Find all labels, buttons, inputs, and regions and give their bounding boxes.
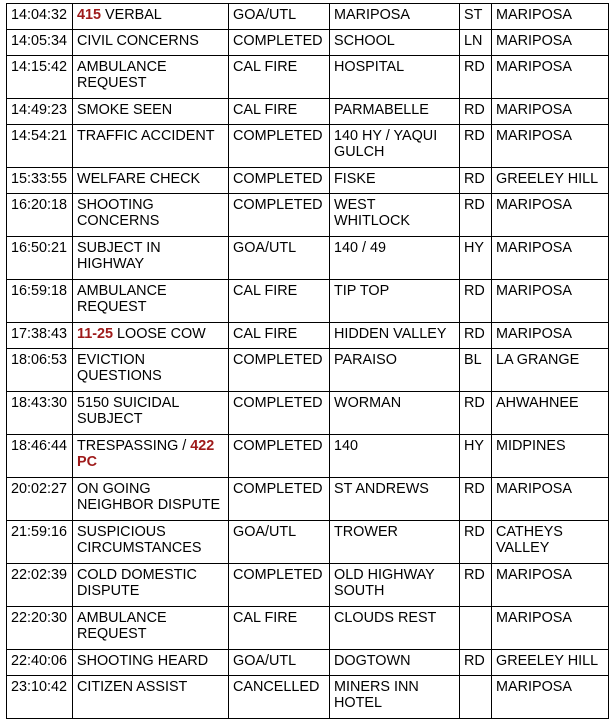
call-location: HOSPITAL xyxy=(330,56,460,99)
call-city: MARIPOSA xyxy=(492,237,609,280)
call-disposition: GOA/UTL xyxy=(229,4,330,30)
call-city: MARIPOSA xyxy=(492,280,609,323)
call-city: MIDPINES xyxy=(492,435,609,478)
call-type xyxy=(73,564,229,607)
table-row xyxy=(7,564,609,607)
street-suffix: RD xyxy=(460,478,492,521)
call-location: WEST WHITLOCK xyxy=(330,194,460,237)
call-type-text: SMOKE SEEN xyxy=(77,102,173,118)
call-time: 14:05:34 xyxy=(7,30,73,56)
table-row xyxy=(7,478,609,521)
call-type-text: SHOOTING CONCERNS xyxy=(77,197,160,229)
call-city: MARIPOSA xyxy=(492,30,609,56)
call-location: 140 HY / YAQUI GULCH xyxy=(330,125,460,168)
call-type-text: SHOOTING HEARD xyxy=(77,653,209,669)
call-disposition: COMPLETED xyxy=(229,168,330,194)
call-type-text: WELFARE CHECK xyxy=(77,171,201,187)
call-type xyxy=(73,125,229,168)
call-location: WORMAN xyxy=(330,392,460,435)
call-city: MARIPOSA xyxy=(492,99,609,125)
street-suffix: RD xyxy=(460,564,492,607)
call-disposition: CAL FIRE xyxy=(229,56,330,99)
call-disposition: GOA/UTL xyxy=(229,237,330,280)
street-suffix: HY xyxy=(460,237,492,280)
call-disposition: COMPLETED xyxy=(229,194,330,237)
call-type-text: VERBAL xyxy=(101,7,162,23)
table-row xyxy=(7,237,609,280)
call-disposition: COMPLETED xyxy=(229,30,330,56)
call-time: 16:59:18 xyxy=(7,280,73,323)
street-suffix: RD xyxy=(460,56,492,99)
call-type xyxy=(73,280,229,323)
street-suffix xyxy=(460,607,492,650)
call-type-text: AMBULANCE REQUEST xyxy=(77,59,167,91)
call-location: OLD HIGHWAY SOUTH xyxy=(330,564,460,607)
call-type-text: CITIZEN ASSIST xyxy=(77,679,188,695)
table-row xyxy=(7,56,609,99)
call-disposition: COMPLETED xyxy=(229,564,330,607)
street-suffix: RD xyxy=(460,280,492,323)
call-location: HIDDEN VALLEY xyxy=(330,323,460,349)
call-location: 140 xyxy=(330,435,460,478)
call-log-body xyxy=(7,4,609,719)
call-location: TROWER xyxy=(330,521,460,564)
call-type-text: TRAFFIC ACCIDENT xyxy=(77,128,215,144)
call-time: 22:40:06 xyxy=(7,650,73,676)
call-code: 422 PC xyxy=(77,438,215,470)
call-disposition: CAL FIRE xyxy=(229,607,330,650)
call-city: MARIPOSA xyxy=(492,56,609,99)
call-time: 16:50:21 xyxy=(7,237,73,280)
call-type-text: 5150 SUICIDAL SUBJECT xyxy=(77,395,179,427)
call-type xyxy=(73,650,229,676)
call-time: 18:43:30 xyxy=(7,392,73,435)
call-disposition: CAL FIRE xyxy=(229,99,330,125)
call-location: PARMABELLE xyxy=(330,99,460,125)
call-type xyxy=(73,99,229,125)
call-time: 18:06:53 xyxy=(7,349,73,392)
call-log-table xyxy=(6,3,609,719)
call-type xyxy=(73,237,229,280)
street-suffix: RD xyxy=(460,168,492,194)
call-type xyxy=(73,676,229,719)
street-suffix xyxy=(460,676,492,719)
call-time: 22:20:30 xyxy=(7,607,73,650)
call-time: 15:33:55 xyxy=(7,168,73,194)
call-location: SCHOOL xyxy=(330,30,460,56)
call-code: 415 xyxy=(77,7,102,23)
table-row xyxy=(7,676,609,719)
call-type-text: COLD DOMESTIC DISPUTE xyxy=(77,567,197,599)
call-city: MARIPOSA xyxy=(492,564,609,607)
call-type xyxy=(73,4,229,30)
call-city: AHWAHNEE xyxy=(492,392,609,435)
call-disposition: COMPLETED xyxy=(229,125,330,168)
table-row xyxy=(7,607,609,650)
call-location: FISKE xyxy=(330,168,460,194)
call-type-text: AMBULANCE REQUEST xyxy=(77,610,167,642)
call-city: MARIPOSA xyxy=(492,194,609,237)
table-row xyxy=(7,280,609,323)
table-row xyxy=(7,435,609,478)
call-location: MARIPOSA xyxy=(330,4,460,30)
call-disposition: GOA/UTL xyxy=(229,650,330,676)
call-disposition: CAL FIRE xyxy=(229,280,330,323)
call-location: TIP TOP xyxy=(330,280,460,323)
call-type-text: AMBULANCE REQUEST xyxy=(77,283,167,315)
call-type-text: EVICTION QUESTIONS xyxy=(77,352,162,384)
call-city: MARIPOSA xyxy=(492,478,609,521)
call-disposition: COMPLETED xyxy=(229,392,330,435)
table-row xyxy=(7,521,609,564)
call-type xyxy=(73,56,229,99)
call-type-text: SUBJECT IN HIGHWAY xyxy=(77,240,161,272)
call-type-text: TRESPASSING / xyxy=(77,438,191,454)
call-location: ST ANDREWS xyxy=(330,478,460,521)
street-suffix: HY xyxy=(460,435,492,478)
call-type xyxy=(73,435,229,478)
table-row xyxy=(7,650,609,676)
call-location: MINERS INN HOTEL xyxy=(330,676,460,719)
call-time: 14:49:23 xyxy=(7,99,73,125)
street-suffix: RD xyxy=(460,521,492,564)
call-type xyxy=(73,194,229,237)
call-type-text: SUSPICIOUS CIRCUMSTANCES xyxy=(77,524,202,556)
street-suffix: RD xyxy=(460,125,492,168)
call-city: MARIPOSA xyxy=(492,323,609,349)
call-city: MARIPOSA xyxy=(492,676,609,719)
call-disposition: GOA/UTL xyxy=(229,521,330,564)
call-time: 18:46:44 xyxy=(7,435,73,478)
call-type xyxy=(73,478,229,521)
call-type xyxy=(73,323,229,349)
call-type xyxy=(73,607,229,650)
call-type xyxy=(73,30,229,56)
call-time: 20:02:27 xyxy=(7,478,73,521)
street-suffix: RD xyxy=(460,323,492,349)
call-time: 14:54:21 xyxy=(7,125,73,168)
street-suffix: RD xyxy=(460,650,492,676)
table-row xyxy=(7,125,609,168)
call-location: 140 / 49 xyxy=(330,237,460,280)
call-time: 14:04:32 xyxy=(7,4,73,30)
call-disposition: CAL FIRE xyxy=(229,323,330,349)
call-disposition: CANCELLED xyxy=(229,676,330,719)
call-disposition: COMPLETED xyxy=(229,435,330,478)
table-row xyxy=(7,30,609,56)
call-code: 11-25 xyxy=(77,326,114,342)
table-row xyxy=(7,194,609,237)
call-type xyxy=(73,392,229,435)
call-city: GREELEY HILL xyxy=(492,168,609,194)
call-type xyxy=(73,168,229,194)
table-row xyxy=(7,4,609,30)
street-suffix: BL xyxy=(460,349,492,392)
table-row xyxy=(7,99,609,125)
call-city: CATHEYS VALLEY xyxy=(492,521,609,564)
call-time: 14:15:42 xyxy=(7,56,73,99)
street-suffix: RD xyxy=(460,99,492,125)
call-type xyxy=(73,349,229,392)
street-suffix: LN xyxy=(460,30,492,56)
call-type-text: CIVIL CONCERNS xyxy=(77,33,199,49)
call-location: DOGTOWN xyxy=(330,650,460,676)
call-city: MARIPOSA xyxy=(492,607,609,650)
call-city: LA GRANGE xyxy=(492,349,609,392)
call-city: MARIPOSA xyxy=(492,125,609,168)
call-time: 16:20:18 xyxy=(7,194,73,237)
table-row xyxy=(7,349,609,392)
call-type-text: ON GOING NEIGHBOR DISPUTE xyxy=(77,481,221,513)
call-time: 21:59:16 xyxy=(7,521,73,564)
call-disposition: COMPLETED xyxy=(229,478,330,521)
call-city: GREELEY HILL xyxy=(492,650,609,676)
call-location: CLOUDS REST xyxy=(330,607,460,650)
street-suffix: RD xyxy=(460,392,492,435)
call-city: MARIPOSA xyxy=(492,4,609,30)
call-type xyxy=(73,521,229,564)
street-suffix: ST xyxy=(460,4,492,30)
call-disposition: COMPLETED xyxy=(229,349,330,392)
call-time: 22:02:39 xyxy=(7,564,73,607)
street-suffix: RD xyxy=(460,194,492,237)
table-row xyxy=(7,323,609,349)
call-time: 23:10:42 xyxy=(7,676,73,719)
call-location: PARAISO xyxy=(330,349,460,392)
call-type-text: LOOSE COW xyxy=(113,326,206,342)
table-row xyxy=(7,392,609,435)
table-row xyxy=(7,168,609,194)
call-time: 17:38:43 xyxy=(7,323,73,349)
